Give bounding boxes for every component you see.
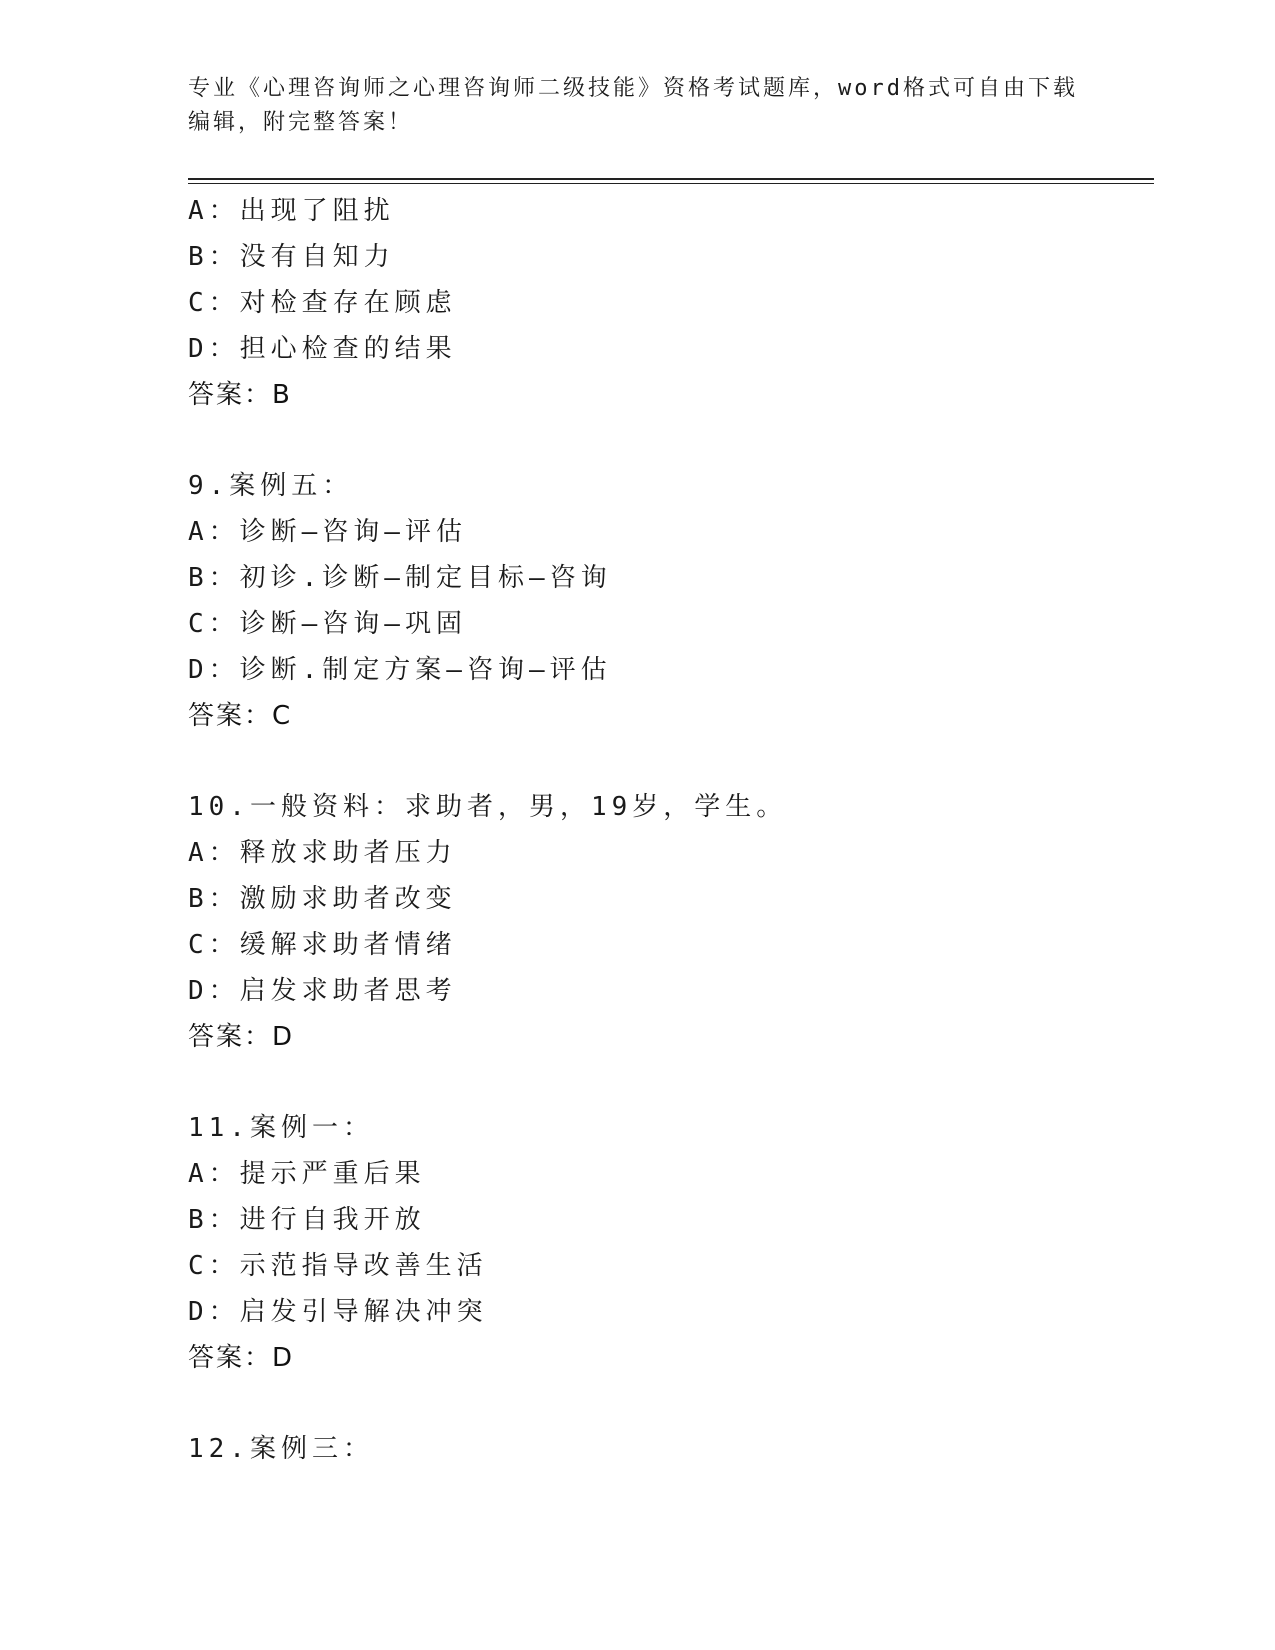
question-title: 9.案例五： (188, 471, 354, 501)
document-header (188, 72, 1088, 140)
option-b: B：激励求助者改变 (188, 884, 457, 914)
option-c: C：缓解求助者情绪 (188, 930, 457, 960)
option-d: D：启发引导解决冲突 (188, 1297, 488, 1327)
block-spacer (188, 418, 1148, 463)
option-a: A：诊断—咨询—评估 (188, 517, 467, 547)
option-d: D：诊断.制定方案—咨询—评估 (188, 655, 612, 685)
block-spacer (188, 1060, 1148, 1105)
option-a: A：提示严重后果 (188, 1159, 426, 1189)
question-title: 12.案例三： (188, 1434, 374, 1464)
option-a: A：出现了阻扰 (188, 196, 395, 226)
question-block (188, 784, 1148, 1060)
block-spacer (188, 1381, 1148, 1426)
option-b: B：初诊.诊断—制定目标—咨询 (188, 563, 612, 593)
header-divider-thick (188, 178, 1154, 180)
option-a: A：释放求助者压力 (188, 838, 457, 868)
answer-line: 答案：D (188, 1022, 295, 1052)
header-line-2: 编辑，附完整答案！ (188, 110, 414, 135)
question-block (188, 1105, 1148, 1381)
option-b: B：没有自知力 (188, 242, 395, 272)
question-list (188, 188, 1148, 1472)
question-block (188, 188, 1148, 418)
question-block (188, 463, 1148, 739)
option-c: C：示范指导改善生活 (188, 1251, 488, 1281)
block-spacer (188, 739, 1148, 784)
option-d: D：担心检查的结果 (188, 334, 457, 364)
answer-line: 答案：D (188, 1343, 295, 1373)
option-c: C：诊断—咨询—巩固 (188, 609, 467, 639)
option-c: C：对检查存在顾虑 (188, 288, 457, 318)
header-divider-thin (188, 183, 1154, 184)
answer-line: 答案：B (188, 380, 292, 410)
header-line-1: 专业《心理咨询师之心理咨询师二级技能》资格考试题库，word格式可自由下载 (188, 76, 1078, 101)
answer-line: 答案：C (188, 701, 293, 731)
question-title: 10.一般资料：求助者，男，19岁，学生。 (188, 792, 788, 822)
question-title: 11.案例一： (188, 1113, 374, 1143)
option-b: B：进行自我开放 (188, 1205, 426, 1235)
option-d: D：启发求助者思考 (188, 976, 457, 1006)
